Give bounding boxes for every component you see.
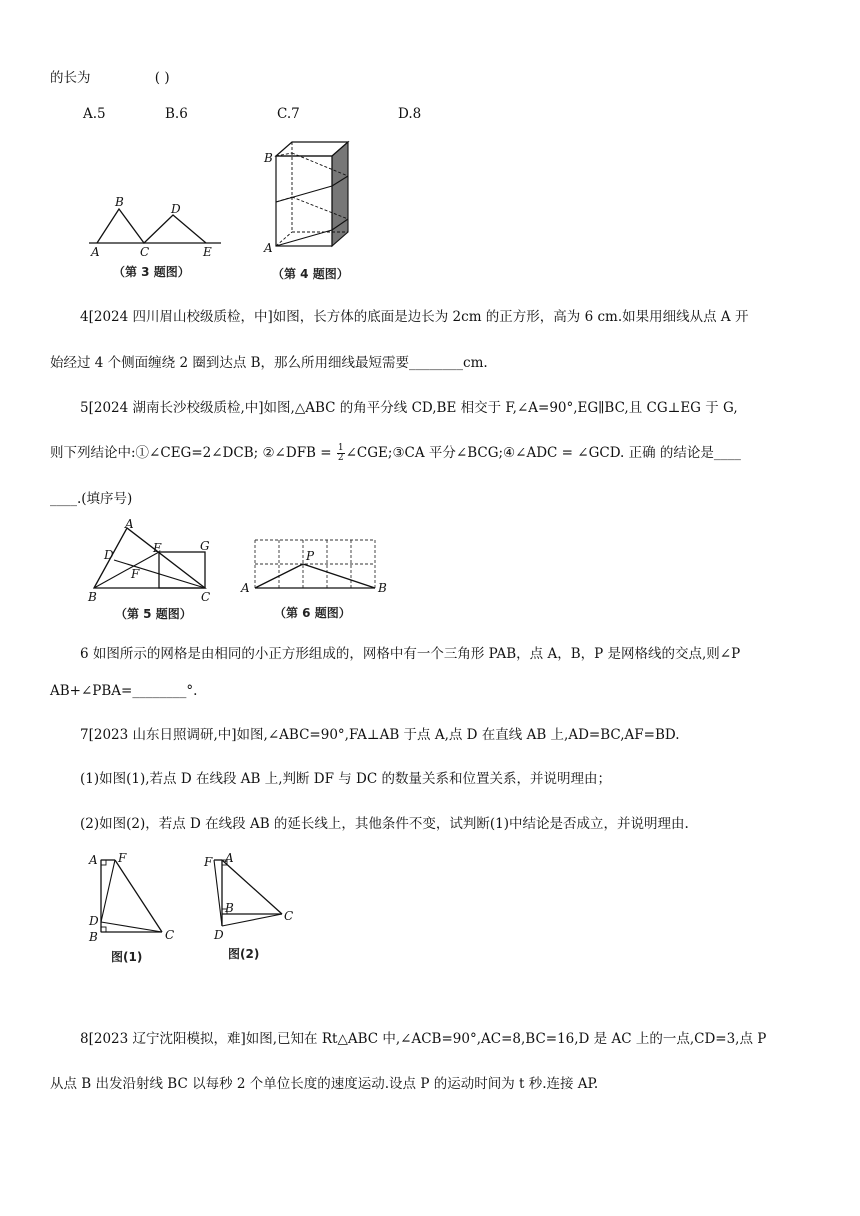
fig6-caption: （第 6 题图） [274, 606, 351, 620]
fraction-denominator: 2 [337, 453, 344, 463]
figure-6 [238, 534, 398, 626]
figure-5 [85, 518, 220, 626]
q5-line-2 [50, 441, 741, 463]
fraction-numerator: 1 [337, 443, 344, 453]
option-b: B.6 [165, 106, 188, 122]
fig7-1-caption: 图(1) [111, 950, 143, 964]
q6-line-1: 6 如图所示的网格是由相同的小正方形组成的，网格中有一个三角形 PAB，点 A，B，P 是网格线的交点,则∠P [80, 646, 741, 662]
figure-4 [262, 136, 362, 286]
q4-line-1: 4[2024 四川眉山校级质检，中]如图，长方体的底面是边长为 2cm 的正方形，高为 6 cm.如果用细线从点 A 开 [80, 309, 749, 325]
fig3-label-a: A [91, 245, 100, 259]
q7-sub-1: (1)如图(1),若点 D 在线段 AB 上,判断 DF 与 DC 的数量关系和位置关系，并说明理由； [80, 771, 611, 787]
figure-7-1 [85, 848, 185, 968]
fig7-2-label-d: D [214, 928, 224, 942]
fig6-label-p: P [306, 549, 315, 563]
q4-line-2: 始经过 4 个侧面缠绕 2 圈到达点 B，那么所用细线最短需要________cm. [50, 355, 488, 371]
fig7-2-label-a: A [225, 851, 234, 865]
q6-line-2: AB+∠PBA=________°. [50, 683, 198, 699]
fig5-label-g: G [200, 539, 210, 553]
figure-7-2 [200, 848, 300, 968]
fig7-1-label-a: A [89, 853, 98, 867]
q5-line-3: ____.(填序号) [50, 491, 133, 507]
q5-line-2-part-b: ∠CGE;③CA 平分∠BCG;④∠ADC = ∠GCD. 正确 的结论是____ [345, 445, 741, 461]
fig3-label-d: D [171, 202, 181, 216]
fig3-label-c: C [140, 245, 150, 259]
fig3-label-e: E [203, 245, 212, 259]
fig5-label-e: E [153, 541, 162, 555]
fig7-2-label-b: B [225, 901, 234, 915]
q7-line-1: 7[2023 山东日照调研,中]如图,∠ABC=90°,FA⊥AB 于点 A,点 D 在直线 AB 上,AD=BC,AF=BD. [80, 727, 680, 743]
fig4-caption: （第 4 题图） [272, 267, 349, 281]
q5-line-1: 5[2024 湖南长沙校级质检,中]如图,△ABC 的角平分线 CD,BE 相交于 F,∠A=90°,EG∥BC,且 CG⊥EG 于 G, [80, 400, 738, 416]
fig7-1-label-d: D [89, 914, 99, 928]
fig7-1-label-b: B [89, 930, 98, 944]
option-a: A.5 [83, 106, 106, 122]
fig5-label-a: A [125, 518, 134, 531]
fig7-2-caption: 图(2) [228, 947, 260, 961]
fig5-label-f: F [131, 567, 140, 581]
q8-line-1: 8[2023 辽宁沈阳模拟，难]如图,已知在 Rt△ABC 中,∠ACB=90°,AC=8,BC=16,D 是 AC 上的一点,CD=3,点 P [80, 1031, 767, 1047]
fig3-label-b: B [115, 195, 124, 209]
fig5-label-d: D [104, 548, 114, 562]
answer-bracket: ( ) [154, 70, 170, 86]
q8-line-2: 从点 B 出发沿射线 BC 以每秒 2 个单位长度的速度运动.设点 P 的运动时间为 t 秒.连接 AP. [50, 1076, 599, 1092]
fig7-1-label-f: F [118, 851, 127, 865]
fig3-caption: （第 3 题图） [113, 265, 190, 279]
fig7-1-label-c: C [165, 928, 175, 942]
fig6-label-b: B [378, 581, 387, 595]
option-c: C.7 [277, 106, 300, 122]
fig7-2-label-f: F [204, 855, 213, 869]
fig5-label-b: B [88, 590, 97, 604]
fig5-caption: （第 5 题图） [115, 607, 192, 621]
fraction-half [337, 444, 345, 463]
q3-tail-text [50, 66, 170, 86]
fig7-2-label-c: C [284, 909, 294, 923]
option-d: D.8 [398, 106, 422, 122]
fig6-label-a: A [241, 581, 250, 595]
fig4-label-a: A [264, 241, 273, 255]
q5-line-2-part-a: 则下列结论中:①∠CEG=2∠DCB; ②∠DFB = [50, 445, 336, 461]
q3-stem-end: 的长为 [50, 70, 91, 86]
fig5-label-c: C [201, 590, 211, 604]
q7-sub-2: (2)如图(2)，若点 D 在线段 AB 的延长线上，其他条件不变，试判断(1)中结论是否成立，并说明理由. [80, 816, 689, 832]
figure-3 [85, 190, 230, 285]
fig4-label-b: B [264, 151, 273, 165]
